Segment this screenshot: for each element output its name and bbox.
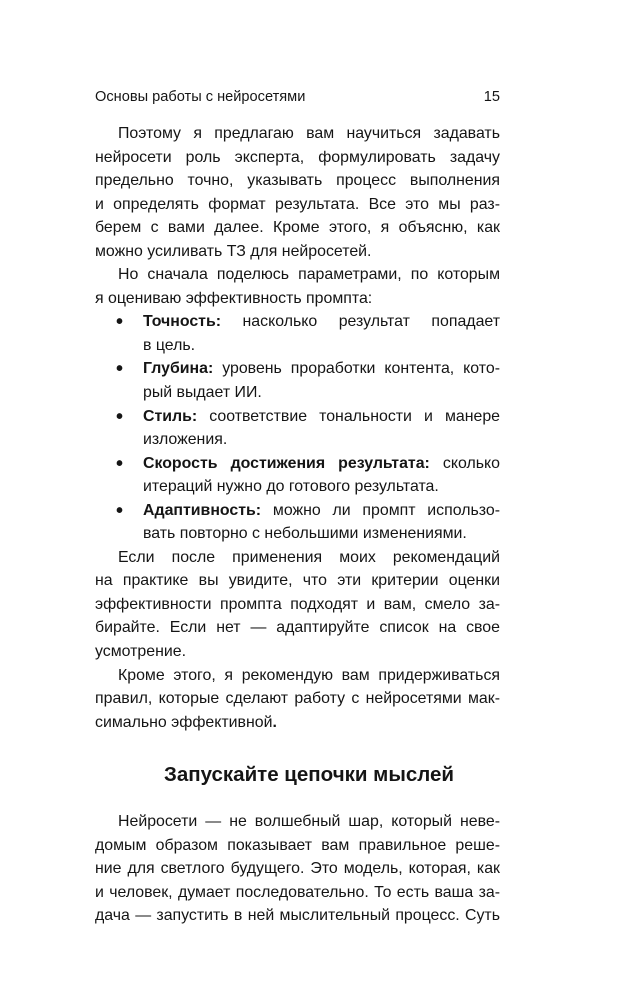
text-line: и определять формат результата. Все это мы раз- bbox=[95, 195, 500, 213]
criterion-description: соответствие тональности и манере bbox=[209, 407, 500, 425]
text-line: можно усиливать ТЗ для нейросетей. bbox=[95, 242, 372, 260]
paragraph bbox=[95, 122, 500, 263]
text-line bbox=[95, 405, 500, 429]
list-item bbox=[95, 499, 500, 546]
text-line: Если после применения моих рекомендаций bbox=[118, 548, 500, 566]
bullet-icon: • bbox=[116, 499, 124, 522]
body-text-block bbox=[95, 122, 500, 734]
criterion-term: Адаптивность: bbox=[143, 501, 262, 519]
text-line: бирайте. Если нет — адаптируйте список на свое bbox=[95, 619, 500, 637]
text-line: Поэтому я предлагаю вам научиться задавать bbox=[118, 125, 500, 142]
text-line bbox=[95, 310, 500, 334]
text-line bbox=[95, 499, 500, 523]
text-line: изложения. bbox=[143, 431, 228, 449]
criterion-description: уровень проработки контента, кото- bbox=[222, 360, 501, 378]
text-line: ние для светлого будущего. Это модель, которая, как bbox=[95, 860, 500, 878]
text-line-content: симально эффективной bbox=[95, 713, 273, 731]
text-line: рый выдает ИИ. bbox=[143, 384, 262, 402]
text-line: я оцениваю эффективность промпта: bbox=[95, 289, 373, 307]
text-line: итераций нужно до готового результата. bbox=[143, 478, 439, 496]
text-line: в цель. bbox=[143, 336, 196, 354]
criterion-description: можно ли промпт использо- bbox=[272, 501, 501, 519]
paragraph bbox=[95, 810, 500, 928]
text-line bbox=[95, 357, 500, 381]
text-line: правил, которые сделают работу с нейросетями мак- bbox=[95, 690, 500, 708]
text-line bbox=[95, 452, 500, 476]
text-line bbox=[95, 711, 500, 735]
criterion-description: насколько результат попадает bbox=[242, 313, 500, 331]
bullet-icon: • bbox=[116, 405, 124, 428]
list-item bbox=[95, 405, 500, 452]
list-item bbox=[95, 357, 500, 404]
bold-period: . bbox=[272, 713, 277, 731]
criterion-term: Стиль: bbox=[143, 407, 198, 425]
text-line: Но сначала поделюсь параметрами, по которым bbox=[118, 266, 500, 284]
text-line: Кроме этого, я рекомендую вам придерживаться bbox=[118, 666, 500, 684]
text-line: нейросети роль эксперта, формулировать задачу bbox=[95, 148, 500, 166]
text-line: Нейросети — не волшебный шар, который неве- bbox=[118, 813, 500, 830]
running-header-title: Основы работы с нейросетями bbox=[95, 89, 306, 105]
text-line: вать повторно с небольшими изменениями. bbox=[143, 525, 467, 543]
page-number: 15 bbox=[483, 89, 500, 105]
criterion-term: Точность: bbox=[143, 313, 222, 331]
text-line: усмотрение. bbox=[95, 643, 186, 661]
paragraph bbox=[95, 263, 500, 310]
section-heading: Запускайте цепочки мыслей bbox=[163, 763, 454, 786]
text-line: дача — запустить в ней мыслительный процесс. Суть bbox=[95, 907, 500, 925]
text-line: и человек, думает последовательно. То есть ваша за- bbox=[95, 883, 500, 901]
text-line: предельно точно, указывать процесс выполнения bbox=[95, 172, 500, 190]
paragraph bbox=[95, 546, 500, 664]
text-line: эффективности промпта подходят и вам, смело за- bbox=[95, 595, 500, 613]
bullet-icon: • bbox=[116, 452, 124, 475]
running-header bbox=[95, 86, 500, 108]
paragraph bbox=[95, 664, 500, 735]
bullet-icon: • bbox=[116, 358, 124, 381]
list-item bbox=[95, 452, 500, 499]
text-line: домым образом показывает вам правильное реше- bbox=[95, 836, 500, 854]
text-line: берем с вами далее. Кроме этого, я объясню, как bbox=[95, 219, 500, 237]
text-line: на практике вы увидите, что эти критерии оценки bbox=[95, 572, 500, 590]
list-item bbox=[95, 310, 500, 357]
bullet-icon: • bbox=[116, 311, 124, 334]
criteria-list bbox=[95, 310, 500, 545]
criterion-description: сколько bbox=[442, 454, 501, 472]
criterion-term: Скорость достижения результата: bbox=[143, 454, 430, 472]
criterion-term: Глубина: bbox=[143, 360, 214, 378]
body-text-block bbox=[95, 810, 500, 928]
